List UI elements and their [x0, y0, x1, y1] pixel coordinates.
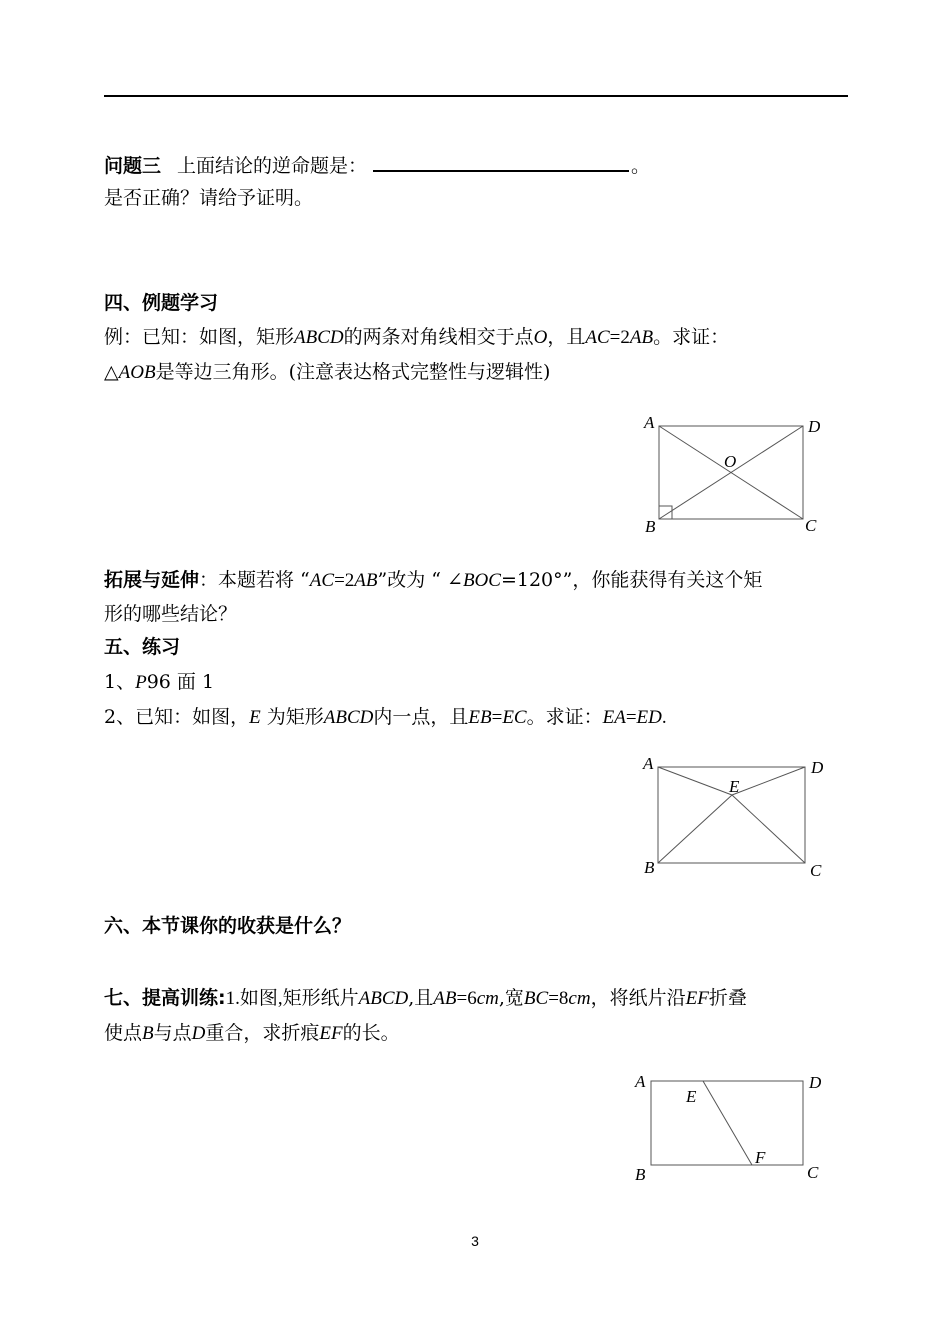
label-f: F [755, 1148, 766, 1167]
label-b: B [644, 858, 655, 877]
label-b: B [645, 517, 656, 536]
segment-ec [732, 795, 805, 863]
right-angle-mark [659, 506, 672, 519]
label-c: C [810, 861, 822, 880]
extension-line-2: 形的哪些结论？ [104, 603, 238, 625]
question-three-line-2: 是否正确？请给予证明。 [104, 187, 314, 209]
label-o: O [724, 452, 737, 471]
rectangle-interior-point-figure [630, 750, 840, 885]
label-e: E [729, 777, 740, 796]
crease-ef [703, 1081, 752, 1165]
label-a: A [635, 1072, 646, 1091]
label-c: C [807, 1163, 819, 1182]
extension-heading: 拓展与延伸 [104, 569, 200, 591]
section-seven-heading: 七、提高训练: [104, 987, 226, 1009]
section-five-heading: 五、练习 [104, 636, 181, 658]
exercise-item-2: 2、已知：如图，E 为矩形ABCD内一点，且EB=EC。求证：EA=ED. [104, 706, 667, 728]
section-six-heading: 六、本节课你的收获是什么？ [104, 915, 352, 937]
label-e: E [686, 1087, 697, 1106]
segment-ea [658, 767, 732, 795]
label-b: B [635, 1165, 646, 1184]
label-a: A [643, 754, 654, 773]
extension-line-1: 拓展与延伸：本题若将 “AC=2AB”改为 “ ∠BOC=120°”，你能获得有关这个矩 [104, 569, 763, 591]
segment-eb [658, 795, 732, 863]
section-four-heading: 四、例题学习 [104, 292, 219, 314]
question-three-heading: 问题三 [104, 155, 162, 177]
label-d: D [808, 417, 821, 436]
example-line-2: △AOB是等边三角形。(注意表达格式完整性与逻辑性) [104, 361, 551, 383]
label-a: A [644, 413, 655, 432]
label-c: C [805, 516, 817, 535]
header-rule [104, 95, 848, 97]
rectangle-diagonals-figure [630, 405, 840, 540]
folded-paper-figure [630, 1065, 840, 1190]
training-line-2: 使点B与点D重合，求折痕EF的长。 [104, 1022, 400, 1044]
answer-blank[interactable] [373, 150, 629, 172]
question-three-text: 上面结论的逆命题是： [177, 155, 368, 177]
example-line-1: 例：已知：如图，矩形ABCD的两条对角线相交于点O，且AC=2AB。求证： [104, 326, 730, 348]
question-three-line: 问题三 上面结论的逆命题是： 。 [104, 150, 848, 180]
exercise-item-1: 1、P96 面 1 [104, 671, 215, 693]
training-line-1: 七、提高训练:1.如图,矩形纸片ABCD,且AB=6cm,宽BC=8cm，将纸片沿EF折叠 [104, 987, 747, 1009]
label-d: D [809, 1073, 822, 1092]
segment-ed [732, 767, 805, 795]
label-d: D [811, 758, 824, 777]
page-number: 3 [471, 1233, 479, 1249]
